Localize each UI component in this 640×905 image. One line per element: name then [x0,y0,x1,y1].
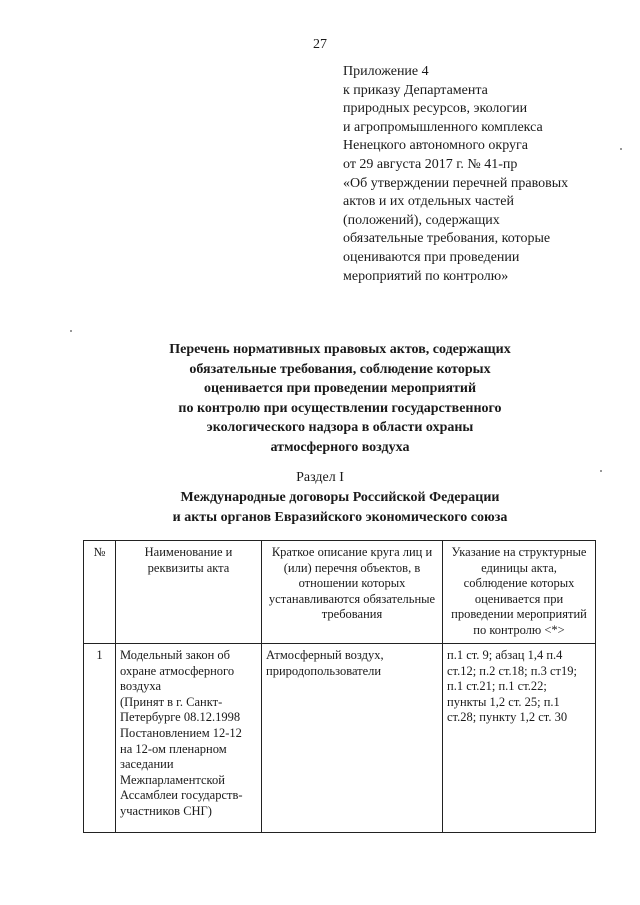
acts-table [83,540,596,833]
document-title [60,340,620,457]
header-act-name: Наименование и реквизиты акта [116,541,262,644]
scan-speck [600,470,602,472]
scan-speck [70,330,72,332]
annex-line: обязательные требования, которые [343,231,551,247]
annex-line: «Об утверждении перечней правовых [343,175,569,191]
section-title-line: и акты органов Евразийского экономического союза [172,509,508,525]
cell-number: 1 [84,644,116,833]
section-title-line: Международные договоры Российской Федерации [180,490,500,505]
title-line: по контролю при осуществлении государственного [178,400,502,416]
table-row [84,644,596,833]
annex-line: природных ресурсов, экологии [343,101,528,117]
cell-act-name: Модельный закон об охране атмосферного воздуха (Принят в г. Санкт- Петербурге 08.12.1998 Постановлением 12-12 на 12-ом пленарном заседании Межпарламентской Ассамблеи государств- участников СНГ) [116,644,262,833]
title-line: оценивается при проведении мероприятий [203,381,477,396]
title-line: атмосферного воздуха [270,439,410,455]
annex-line: Приложение 4 [343,64,429,79]
annex-line: от 29 августа 2017 г. № 41-пр [343,156,518,172]
title-line: Перечень нормативных правовых актов, содержащих [169,342,511,357]
title-line: обязательные требования, соблюдение которых [189,361,491,377]
cell-description: Атмосферный воздух, природопользователи [262,644,443,833]
annex-line: мероприятий по контролю» [343,268,509,284]
header-structural-units: Указание на структурные единицы акта, соблюдение которых оценивается при проведении мероприятий по контролю <*> [443,541,596,644]
annex-line: к приказу Департамента [343,82,488,98]
annex-line: оцениваются при проведении [343,249,520,265]
header-number: № [84,541,116,644]
page-number: 27 [313,37,327,52]
annex-line: Ненецкого автономного округа [343,138,528,154]
title-line: экологического надзора в области охраны [206,420,474,435]
table-header-row [84,541,596,644]
scan-speck [620,148,622,150]
annex-line: (положений), содержащих [343,212,500,228]
section-label: Раздел I [296,470,344,485]
annex-block [343,63,623,286]
cell-structural-units: п.1 ст. 9; абзац 1,4 п.4 ст.12; п.2 ст.18; п.3 ст19; п.1 ст.21; п.1 ст.22; пункты 1,2 ст. 25; п.1 ст.28; пункту 1,2 ст. 30 [443,644,596,833]
annex-line: и агропромышленного комплекса [343,119,543,135]
header-description: Краткое описание круга лиц и (или) перечня объектов, в отношении которых устанавливаются обязательные требования [262,541,443,644]
section-title [60,488,620,527]
annex-line: актов и их отдельных частей [343,194,515,210]
